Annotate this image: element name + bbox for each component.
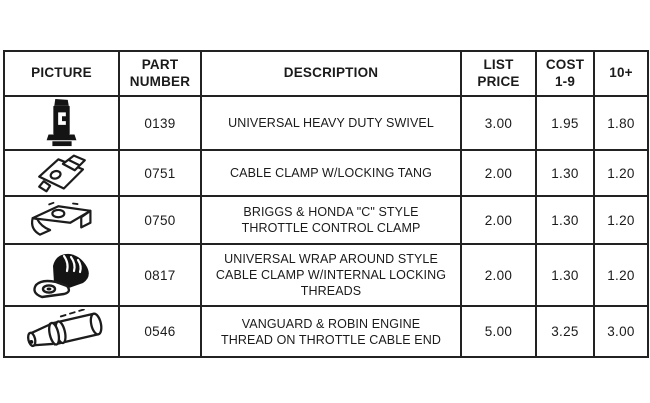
cell-description: UNIVERSAL WRAP AROUND STYLE CABLE CLAMP W/INTERNAL LOCKING THREADS [201, 244, 461, 306]
cell-10-plus: 1.20 [594, 244, 648, 306]
cell-cost-1-9: 1.95 [536, 96, 594, 150]
cell-cost-1-9: 1.30 [536, 196, 594, 244]
cell-picture [4, 150, 119, 196]
cell-part-number: 0139 [119, 96, 201, 150]
cell-part-number: 0546 [119, 306, 201, 357]
parts-price-table [3, 50, 649, 358]
column-header-list-price [461, 51, 536, 96]
table-row [4, 244, 648, 306]
cell-description: VANGUARD & ROBIN ENGINE THREAD ON THROTTLE CABLE END [201, 306, 461, 357]
header-label: PRICE [477, 73, 520, 89]
wrap-around-cable-clamp-icon [6, 248, 117, 302]
cell-picture [4, 306, 119, 357]
header-row [4, 51, 648, 96]
cell-list-price: 2.00 [461, 150, 536, 196]
table-row [4, 306, 648, 357]
column-header-picture [4, 51, 119, 96]
header-label: PART [141, 57, 179, 73]
header-label: DESCRIPTION [283, 65, 379, 81]
c-style-throttle-clamp-icon [6, 198, 117, 242]
header-label: LIST [483, 57, 514, 73]
cell-description: UNIVERSAL HEAVY DUTY SWIVEL [201, 96, 461, 150]
header-label: 1-9 [554, 73, 576, 89]
cell-picture [4, 96, 119, 150]
header-label: COST [545, 57, 585, 73]
header-label: NUMBER [129, 73, 191, 89]
cell-list-price: 3.00 [461, 96, 536, 150]
cell-list-price: 5.00 [461, 306, 536, 357]
table-row [4, 96, 648, 150]
cell-cost-1-9: 3.25 [536, 306, 594, 357]
cell-list-price: 2.00 [461, 196, 536, 244]
cell-description: BRIGGS & HONDA "C" STYLE THROTTLE CONTROL CLAMP [201, 196, 461, 244]
cable-clamp-locking-tang-icon [6, 152, 117, 194]
cell-picture [4, 196, 119, 244]
column-header-10-plus [594, 51, 648, 96]
cell-part-number: 0817 [119, 244, 201, 306]
cell-10-plus: 1.80 [594, 96, 648, 150]
cell-10-plus: 3.00 [594, 306, 648, 357]
cell-cost-1-9: 1.30 [536, 244, 594, 306]
cell-description: CABLE CLAMP W/LOCKING TANG [201, 150, 461, 196]
cell-cost-1-9: 1.30 [536, 150, 594, 196]
header-label: PICTURE [31, 65, 92, 81]
cell-part-number: 0750 [119, 196, 201, 244]
cell-part-number: 0751 [119, 150, 201, 196]
cell-10-plus: 1.20 [594, 150, 648, 196]
header-label: 10+ [609, 65, 633, 81]
table-row [4, 196, 648, 244]
cell-picture [4, 244, 119, 306]
table-row [4, 150, 648, 196]
column-header-part-number [119, 51, 201, 96]
thread-on-cable-end-icon [6, 309, 117, 355]
column-header-cost-1-9 [536, 51, 594, 96]
cell-list-price: 2.00 [461, 244, 536, 306]
heavy-duty-swivel-icon [6, 98, 117, 148]
cell-10-plus: 1.20 [594, 196, 648, 244]
column-header-description [201, 51, 461, 96]
